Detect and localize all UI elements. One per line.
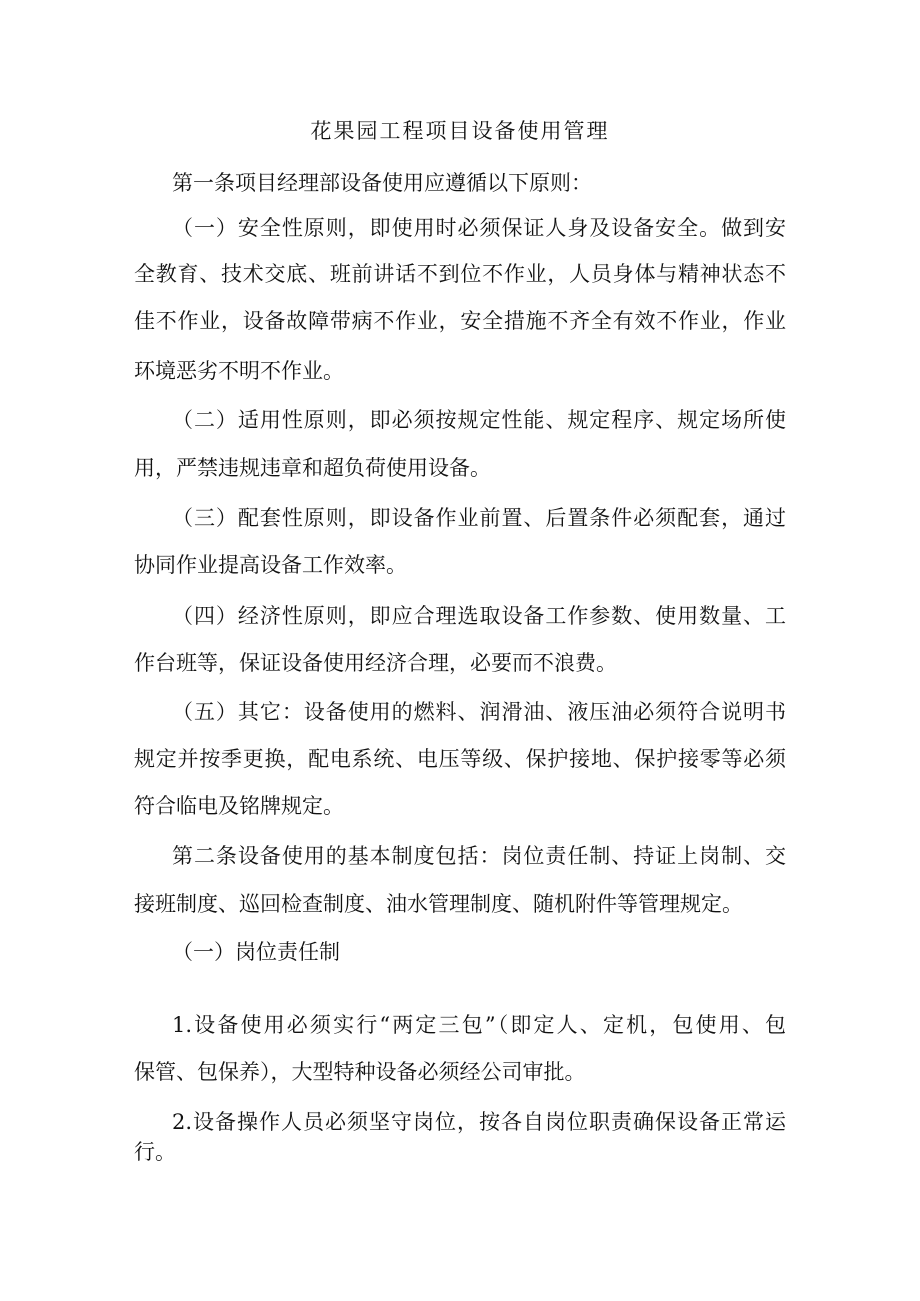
paragraph-line: 全教育、技术交底、班前讲话不到位不作业，人员身体与精神状态不 (134, 262, 786, 286)
list-item: 2.设备操作人员必须坚守岗位，按各自岗位职责确保设备正常运 (172, 1110, 786, 1134)
paragraph-line: 佳不作业，设备故障带病不作业，安全措施不齐全有效不作业，作业 (134, 309, 786, 333)
list-item-continuation: 行。 (134, 1140, 176, 1164)
paragraph-line: 用，严禁违规违章和超负荷使用设备。 (134, 456, 491, 480)
list-item-continuation: 保管、包保养），大型特种设备必须经公司审批。 (134, 1060, 586, 1084)
paragraph-line: （二）适用性原则，即必须按规定性能、规定程序、规定场所使 (172, 408, 786, 432)
list-item: 1.设备使用必须实行“两定三包”（即定人、定机，包使用、包 (172, 1013, 786, 1037)
paragraph-line: 规定并按季更换，配电系统、电压等级、保护接地、保护接零等必须 (134, 747, 786, 771)
paragraph-line: （一）安全性原则，即使用时必须保证人身及设备安全。做到安 (172, 216, 786, 240)
paragraph-line: 接班制度、巡回检查制度、油水管理制度、随机附件等管理规定。 (134, 892, 743, 916)
section-heading: （一）岗位责任制 (172, 940, 340, 964)
paragraph-line: 符合临电及铭牌规定。 (134, 794, 344, 818)
article-2-heading: 第二条设备使用的基本制度包括：岗位责任制、持证上岗制、交 (172, 844, 786, 868)
document-title: 花果园工程项目设备使用管理 (310, 119, 610, 143)
paragraph-line: 作台班等，保证设备使用经济合理，必要而不浪费。 (134, 651, 617, 675)
article-1-heading: 第一条项目经理部设备使用应遵循以下原则： (172, 171, 592, 195)
paragraph-line: 环境恶劣不明不作业。 (134, 359, 344, 383)
paragraph-line: （五）其它：设备使用的燃料、润滑油、液压油必须符合说明书 (172, 700, 786, 724)
paragraph-line: （四）经济性原则，即应合理选取设备工作参数、使用数量、工 (172, 604, 786, 628)
paragraph-line: （三）配套性原则，即设备作业前置、后置条件必须配套，通过 (172, 506, 786, 530)
paragraph-line: 协同作业提高设备工作效率。 (134, 553, 407, 577)
